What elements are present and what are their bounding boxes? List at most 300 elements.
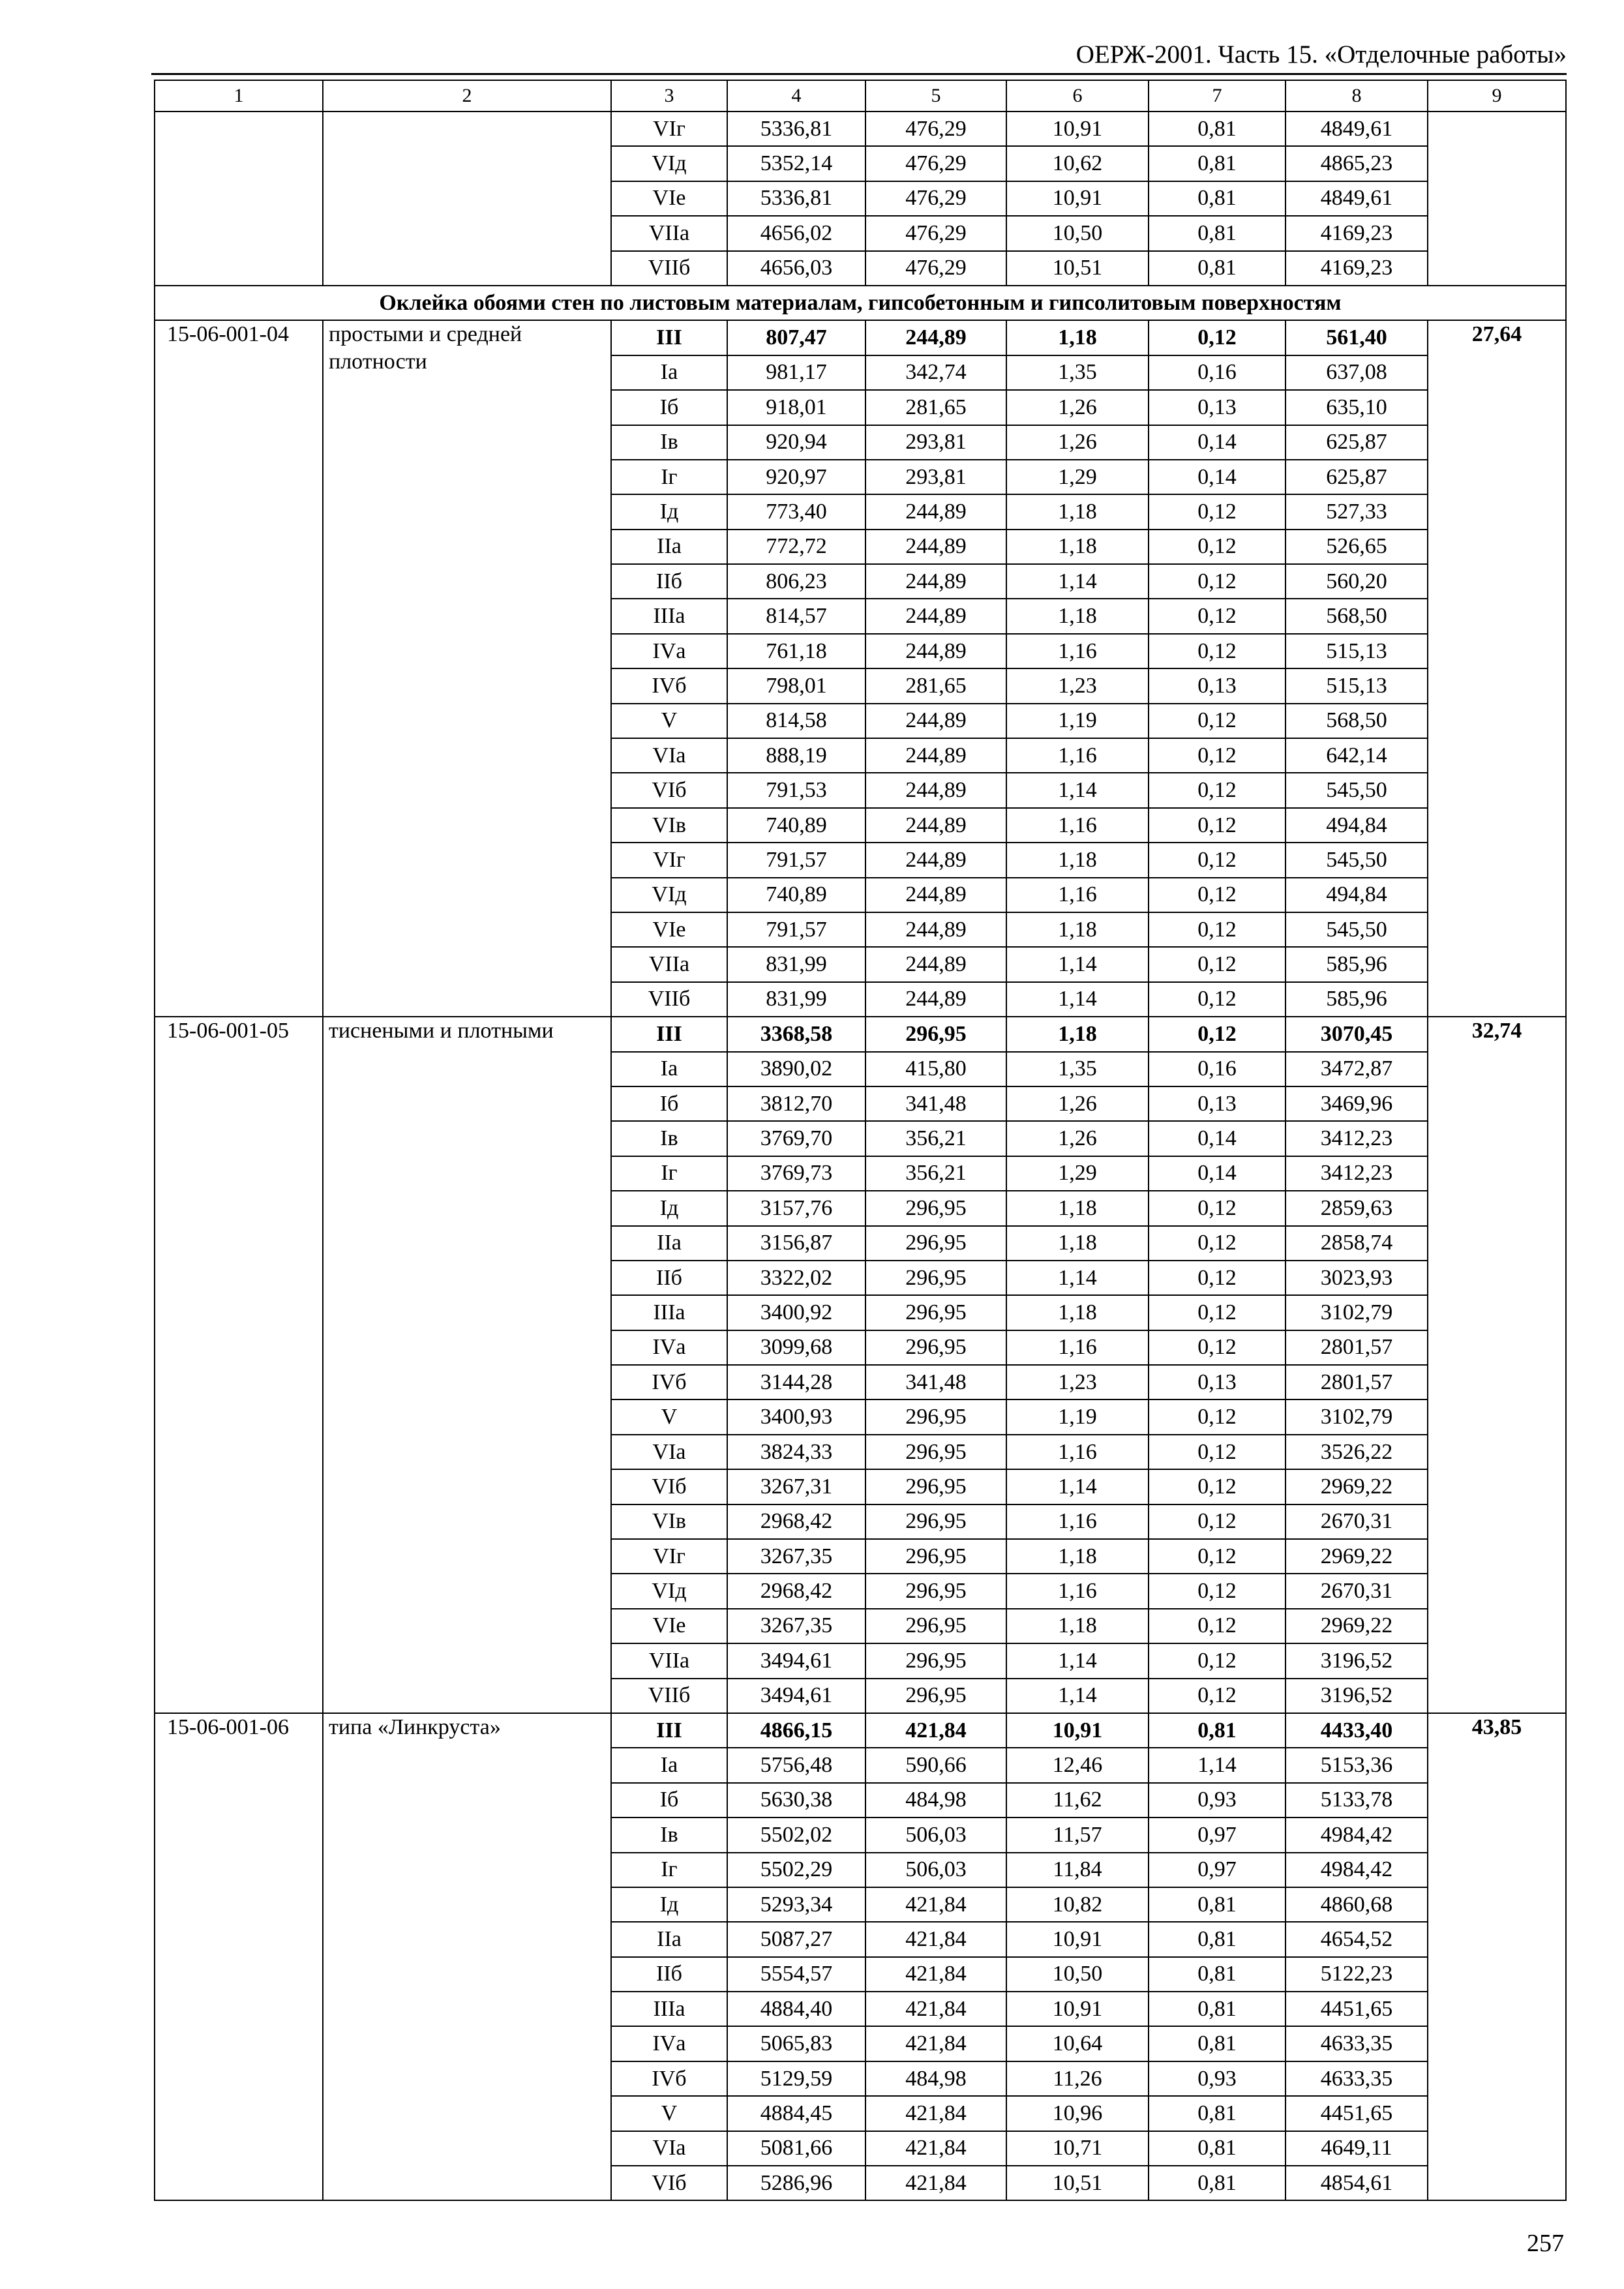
page-number: 257: [1527, 2230, 1564, 2257]
value-cell: VIг: [611, 843, 727, 877]
value-cell: 5129,59: [727, 2061, 865, 2096]
value-cell: 3196,52: [1286, 1679, 1428, 1713]
value-cell: 0,13: [1149, 668, 1286, 703]
value-cell: 0,12: [1149, 1539, 1286, 1574]
value-cell: 1,14: [1006, 773, 1149, 807]
column-number-row: [155, 80, 1566, 112]
value-cell: 4860,68: [1286, 1887, 1428, 1922]
value-cell: 0,12: [1149, 982, 1286, 1017]
value-cell: IVа: [611, 1330, 727, 1365]
value-cell: 342,74: [865, 355, 1006, 390]
value-cell: 4654,52: [1286, 1922, 1428, 1956]
value-cell: 1,16: [1006, 1330, 1149, 1365]
value-cell: 625,87: [1286, 425, 1428, 460]
value-cell: VIе: [611, 912, 727, 947]
value-cell: 244,89: [865, 843, 1006, 877]
value-cell: VIIа: [611, 947, 727, 981]
value-cell: 0,81: [1149, 216, 1286, 250]
value-cell: 5630,38: [727, 1783, 865, 1818]
value-cell: 637,08: [1286, 355, 1428, 390]
value-cell: 244,89: [865, 564, 1006, 599]
value-cell: 484,98: [865, 1783, 1006, 1818]
value-cell: 4884,40: [727, 1992, 865, 2026]
value-cell: IIIа: [611, 599, 727, 633]
value-cell: Iб: [611, 390, 727, 425]
value-cell: III: [611, 1017, 727, 1051]
value-cell: 527,33: [1286, 494, 1428, 529]
value-cell: 1,18: [1006, 1226, 1149, 1261]
value-cell: 4451,65: [1286, 1992, 1428, 2026]
value-cell: 1,18: [1006, 530, 1149, 564]
value-cell: 561,40: [1286, 320, 1428, 355]
value-cell: 476,29: [865, 112, 1006, 146]
value-cell: 421,84: [865, 1992, 1006, 2026]
value-cell: 0,81: [1149, 2131, 1286, 2166]
value-cell: 4633,35: [1286, 2061, 1428, 2096]
rates-table: [154, 80, 1567, 2201]
value-cell: 476,29: [865, 181, 1006, 216]
value-cell: VIб: [611, 2166, 727, 2200]
value-cell: 1,26: [1006, 1121, 1149, 1156]
value-cell: 5286,96: [727, 2166, 865, 2200]
value-cell: 12,46: [1006, 1748, 1149, 1782]
value-cell: 560,20: [1286, 564, 1428, 599]
value-cell: 5087,27: [727, 1922, 865, 1956]
value-cell: IIIа: [611, 1992, 727, 2026]
value-cell: 1,14: [1006, 1679, 1149, 1713]
document-header: ОЕРЖ-2001. Часть 15. «Отделочные работы»: [1075, 40, 1567, 68]
value-cell: 773,40: [727, 494, 865, 529]
value-cell: 0,12: [1149, 878, 1286, 912]
value-cell: 3890,02: [727, 1052, 865, 1086]
value-cell: 10,91: [1006, 181, 1149, 216]
value-cell: 1,16: [1006, 1574, 1149, 1608]
value-cell: 625,87: [1286, 460, 1428, 494]
value-cell: 1,18: [1006, 1609, 1149, 1643]
value-cell: 4866,15: [727, 1713, 865, 1748]
value-cell: 296,95: [865, 1191, 1006, 1225]
value-cell: 4884,45: [727, 2096, 865, 2131]
value-cell: 244,89: [865, 530, 1006, 564]
value-cell: 4865,23: [1286, 146, 1428, 181]
value-cell: 635,10: [1286, 390, 1428, 425]
value-cell: 2670,31: [1286, 1504, 1428, 1539]
value-cell: 5502,02: [727, 1818, 865, 1852]
value-cell: 421,84: [865, 1922, 1006, 1956]
rate-description: типа «Линкруста»: [323, 1713, 611, 2200]
header-rule: [151, 73, 1567, 75]
value-cell: VIд: [611, 146, 727, 181]
table-row: [155, 1713, 1566, 1748]
value-cell: 10,64: [1006, 2026, 1149, 2061]
value-cell: 3472,87: [1286, 1052, 1428, 1086]
value-cell: Iа: [611, 355, 727, 390]
value-cell: 3368,58: [727, 1017, 865, 1051]
value-cell: 3494,61: [727, 1679, 865, 1713]
value-cell: 3494,61: [727, 1643, 865, 1678]
value-cell: 1,18: [1006, 320, 1149, 355]
labor-cost-cell: 32,74: [1428, 1017, 1566, 1713]
value-cell: 0,12: [1149, 1609, 1286, 1643]
value-cell: 5153,36: [1286, 1748, 1428, 1782]
value-cell: 1,23: [1006, 668, 1149, 703]
value-cell: Iв: [611, 1818, 727, 1852]
value-cell: 3769,70: [727, 1121, 865, 1156]
value-cell: 1,14: [1006, 947, 1149, 981]
value-cell: 0,12: [1149, 634, 1286, 668]
value-cell: 4984,42: [1286, 1818, 1428, 1852]
value-cell: 1,19: [1006, 704, 1149, 738]
value-cell: 296,95: [865, 1295, 1006, 1330]
value-cell: 0,12: [1149, 1017, 1286, 1051]
value-cell: 1,16: [1006, 808, 1149, 843]
value-cell: 798,01: [727, 668, 865, 703]
value-cell: 1,19: [1006, 1399, 1149, 1434]
value-cell: 0,97: [1149, 1818, 1286, 1852]
value-cell: 244,89: [865, 878, 1006, 912]
value-cell: 10,71: [1006, 2131, 1149, 2166]
value-cell: 3469,96: [1286, 1086, 1428, 1121]
value-cell: 10,91: [1006, 1713, 1149, 1748]
value-cell: 3322,02: [727, 1261, 865, 1295]
labor-cost-cell: 43,85: [1428, 1713, 1566, 2200]
value-cell: 296,95: [865, 1539, 1006, 1574]
rate-description: тиснеными и плотными: [323, 1017, 611, 1713]
value-cell: VIе: [611, 1609, 727, 1643]
name-cell: [323, 112, 611, 286]
value-cell: 10,82: [1006, 1887, 1149, 1922]
value-cell: 761,18: [727, 634, 865, 668]
value-cell: 10,91: [1006, 1992, 1149, 2026]
value-cell: 10,51: [1006, 251, 1149, 286]
value-cell: 585,96: [1286, 947, 1428, 981]
value-cell: VIд: [611, 1574, 727, 1608]
value-cell: 356,21: [865, 1156, 1006, 1191]
value-cell: 0,81: [1149, 2166, 1286, 2200]
value-cell: 10,51: [1006, 2166, 1149, 2200]
value-cell: VIIа: [611, 216, 727, 250]
column-number-cell: 2: [323, 80, 611, 112]
value-cell: IIб: [611, 564, 727, 599]
value-cell: 642,14: [1286, 738, 1428, 773]
value-cell: VIг: [611, 1539, 727, 1574]
value-cell: 5336,81: [727, 112, 865, 146]
value-cell: IVа: [611, 2026, 727, 2061]
value-cell: 0,12: [1149, 1399, 1286, 1434]
value-cell: 10,91: [1006, 1922, 1149, 1956]
rate-description: простыми и средней плотности: [323, 320, 611, 1017]
value-cell: 1,16: [1006, 634, 1149, 668]
value-cell: 0,81: [1149, 2026, 1286, 2061]
value-cell: 10,50: [1006, 1957, 1149, 1992]
value-cell: 2670,31: [1286, 1574, 1428, 1608]
value-cell: 1,14: [1149, 1748, 1286, 1782]
value-cell: 0,81: [1149, 1922, 1286, 1956]
value-cell: 1,35: [1006, 1052, 1149, 1086]
value-cell: 244,89: [865, 704, 1006, 738]
value-cell: 3769,73: [727, 1156, 865, 1191]
table-row: [155, 1017, 1566, 1051]
value-cell: 0,81: [1149, 181, 1286, 216]
value-cell: IIа: [611, 530, 727, 564]
value-cell: 545,50: [1286, 912, 1428, 947]
value-cell: VIг: [611, 112, 727, 146]
value-cell: 1,16: [1006, 738, 1149, 773]
value-cell: 4649,11: [1286, 2131, 1428, 2166]
value-cell: 4656,02: [727, 216, 865, 250]
value-cell: 4849,61: [1286, 181, 1428, 216]
value-cell: 791,57: [727, 912, 865, 947]
value-cell: 0,12: [1149, 1469, 1286, 1504]
value-cell: 515,13: [1286, 634, 1428, 668]
value-cell: 0,81: [1149, 146, 1286, 181]
value-cell: 3412,23: [1286, 1156, 1428, 1191]
value-cell: IVб: [611, 1365, 727, 1399]
value-cell: 0,14: [1149, 425, 1286, 460]
value-cell: VIIа: [611, 1643, 727, 1678]
value-cell: 4169,23: [1286, 251, 1428, 286]
value-cell: 0,12: [1149, 1330, 1286, 1365]
value-cell: 244,89: [865, 599, 1006, 633]
value-cell: 0,12: [1149, 843, 1286, 877]
value-cell: VIе: [611, 181, 727, 216]
value-cell: 11,57: [1006, 1818, 1149, 1852]
value-cell: 0,13: [1149, 1365, 1286, 1399]
value-cell: 11,84: [1006, 1853, 1149, 1887]
value-cell: 421,84: [865, 2131, 1006, 2166]
value-cell: 421,84: [865, 2096, 1006, 2131]
value-cell: 296,95: [865, 1574, 1006, 1608]
value-cell: 1,18: [1006, 1295, 1149, 1330]
value-cell: VIд: [611, 878, 727, 912]
value-cell: VIа: [611, 738, 727, 773]
value-cell: 11,26: [1006, 2061, 1149, 2096]
value-cell: 244,89: [865, 982, 1006, 1017]
value-cell: 0,12: [1149, 1295, 1286, 1330]
value-cell: IIа: [611, 1226, 727, 1261]
col9-cell: [1428, 112, 1566, 286]
value-cell: 494,84: [1286, 878, 1428, 912]
value-cell: 3526,22: [1286, 1435, 1428, 1469]
value-cell: 244,89: [865, 634, 1006, 668]
value-cell: 10,91: [1006, 112, 1149, 146]
value-cell: 293,81: [865, 460, 1006, 494]
value-cell: 0,12: [1149, 564, 1286, 599]
column-number-cell: 6: [1006, 80, 1149, 112]
value-cell: 0,12: [1149, 1191, 1286, 1225]
value-cell: 415,80: [865, 1052, 1006, 1086]
value-cell: Iв: [611, 1121, 727, 1156]
value-cell: 1,14: [1006, 1643, 1149, 1678]
value-cell: 296,95: [865, 1469, 1006, 1504]
value-cell: 3102,79: [1286, 1295, 1428, 1330]
value-cell: 4849,61: [1286, 112, 1428, 146]
column-number-cell: 3: [611, 80, 727, 112]
value-cell: 2968,42: [727, 1574, 865, 1608]
value-cell: 3099,68: [727, 1330, 865, 1365]
value-cell: Iд: [611, 1191, 727, 1225]
section-title: Оклейка обоями стен по листовым материалам, гипсобетонным и гипсолитовым поверхностям: [155, 286, 1566, 320]
value-cell: 296,95: [865, 1330, 1006, 1365]
labor-cost-cell: 27,64: [1428, 320, 1566, 1017]
value-cell: 0,12: [1149, 1643, 1286, 1678]
value-cell: 244,89: [865, 912, 1006, 947]
value-cell: Iд: [611, 1887, 727, 1922]
value-cell: 1,14: [1006, 564, 1149, 599]
value-cell: 296,95: [865, 1399, 1006, 1434]
table-row: [155, 112, 1566, 146]
value-cell: 296,95: [865, 1435, 1006, 1469]
value-cell: 3812,70: [727, 1086, 865, 1121]
value-cell: 515,13: [1286, 668, 1428, 703]
value-cell: 814,57: [727, 599, 865, 633]
value-cell: 4656,03: [727, 251, 865, 286]
value-cell: 0,12: [1149, 599, 1286, 633]
value-cell: 0,12: [1149, 320, 1286, 355]
value-cell: 920,94: [727, 425, 865, 460]
value-cell: 0,81: [1149, 251, 1286, 286]
value-cell: 1,18: [1006, 912, 1149, 947]
value-cell: 2969,22: [1286, 1539, 1428, 1574]
value-cell: 918,01: [727, 390, 865, 425]
value-cell: 791,53: [727, 773, 865, 807]
value-cell: 1,29: [1006, 1156, 1149, 1191]
value-cell: 3157,76: [727, 1191, 865, 1225]
value-cell: 244,89: [865, 738, 1006, 773]
value-cell: 476,29: [865, 216, 1006, 250]
value-cell: 545,50: [1286, 843, 1428, 877]
value-cell: IIIа: [611, 1295, 727, 1330]
value-cell: 1,29: [1006, 460, 1149, 494]
value-cell: 1,18: [1006, 1017, 1149, 1051]
value-cell: 5293,34: [727, 1887, 865, 1922]
value-cell: Iг: [611, 1853, 727, 1887]
value-cell: IIб: [611, 1957, 727, 1992]
value-cell: VIб: [611, 773, 727, 807]
value-cell: 1,18: [1006, 843, 1149, 877]
value-cell: 831,99: [727, 982, 865, 1017]
value-cell: 1,35: [1006, 355, 1149, 390]
value-cell: 244,89: [865, 773, 1006, 807]
value-cell: 4984,42: [1286, 1853, 1428, 1887]
value-cell: 356,21: [865, 1121, 1006, 1156]
value-cell: 585,96: [1286, 982, 1428, 1017]
value-cell: 0,12: [1149, 1226, 1286, 1261]
value-cell: 0,81: [1149, 1992, 1286, 2026]
value-cell: 0,81: [1149, 2096, 1286, 2131]
value-cell: 281,65: [865, 390, 1006, 425]
value-cell: 0,81: [1149, 1713, 1286, 1748]
value-cell: 244,89: [865, 494, 1006, 529]
value-cell: 296,95: [865, 1226, 1006, 1261]
value-cell: 341,48: [865, 1365, 1006, 1399]
value-cell: V: [611, 704, 727, 738]
value-cell: III: [611, 320, 727, 355]
value-cell: 293,81: [865, 425, 1006, 460]
value-cell: 296,95: [865, 1504, 1006, 1539]
value-cell: 545,50: [1286, 773, 1428, 807]
value-cell: 4433,40: [1286, 1713, 1428, 1748]
value-cell: Iд: [611, 494, 727, 529]
value-cell: 2969,22: [1286, 1609, 1428, 1643]
value-cell: 0,12: [1149, 1679, 1286, 1713]
value-cell: 3400,93: [727, 1399, 865, 1434]
value-cell: 5336,81: [727, 181, 865, 216]
value-cell: Iв: [611, 425, 727, 460]
value-cell: 0,93: [1149, 1783, 1286, 1818]
value-cell: 807,47: [727, 320, 865, 355]
value-cell: 476,29: [865, 146, 1006, 181]
value-cell: 0,12: [1149, 773, 1286, 807]
value-cell: 4633,35: [1286, 2026, 1428, 2061]
value-cell: VIб: [611, 1469, 727, 1504]
value-cell: Iб: [611, 1783, 727, 1818]
value-cell: 0,12: [1149, 947, 1286, 981]
value-cell: 296,95: [865, 1261, 1006, 1295]
column-number-cell: 9: [1428, 80, 1566, 112]
value-cell: 0,93: [1149, 2061, 1286, 2096]
value-cell: 421,84: [865, 2026, 1006, 2061]
value-cell: 296,95: [865, 1609, 1006, 1643]
value-cell: 0,12: [1149, 1574, 1286, 1608]
value-cell: VIIб: [611, 251, 727, 286]
value-cell: 1,16: [1006, 1435, 1149, 1469]
value-cell: 806,23: [727, 564, 865, 599]
value-cell: 0,14: [1149, 460, 1286, 494]
value-cell: 0,81: [1149, 1957, 1286, 1992]
value-cell: 506,03: [865, 1818, 1006, 1852]
value-cell: 244,89: [865, 320, 1006, 355]
value-cell: 421,84: [865, 1713, 1006, 1748]
value-cell: 981,17: [727, 355, 865, 390]
value-cell: III: [611, 1713, 727, 1748]
value-cell: 0,12: [1149, 1435, 1286, 1469]
value-cell: 4854,61: [1286, 2166, 1428, 2200]
value-cell: VIв: [611, 1504, 727, 1539]
value-cell: 0,14: [1149, 1156, 1286, 1191]
value-cell: 1,26: [1006, 1086, 1149, 1121]
value-cell: 3267,35: [727, 1609, 865, 1643]
value-cell: 0,16: [1149, 355, 1286, 390]
value-cell: 296,95: [865, 1643, 1006, 1678]
value-cell: 772,72: [727, 530, 865, 564]
value-cell: 0,97: [1149, 1853, 1286, 1887]
value-cell: 814,58: [727, 704, 865, 738]
value-cell: 888,19: [727, 738, 865, 773]
value-cell: 3267,35: [727, 1539, 865, 1574]
value-cell: 0,12: [1149, 738, 1286, 773]
value-cell: Iг: [611, 460, 727, 494]
value-cell: 3400,92: [727, 1295, 865, 1330]
rate-code: 15-06-001-05: [155, 1017, 323, 1713]
value-cell: IIа: [611, 1922, 727, 1956]
value-cell: 1,14: [1006, 982, 1149, 1017]
value-cell: 1,18: [1006, 1539, 1149, 1574]
value-cell: IVб: [611, 2061, 727, 2096]
value-cell: 0,81: [1149, 112, 1286, 146]
value-cell: 5756,48: [727, 1748, 865, 1782]
value-cell: 0,12: [1149, 912, 1286, 947]
value-cell: 10,50: [1006, 216, 1149, 250]
value-cell: 2969,22: [1286, 1469, 1428, 1504]
column-number-cell: 8: [1286, 80, 1428, 112]
value-cell: 1,14: [1006, 1261, 1149, 1295]
value-cell: 3070,45: [1286, 1017, 1428, 1051]
value-cell: 281,65: [865, 668, 1006, 703]
value-cell: 5502,29: [727, 1853, 865, 1887]
value-cell: 920,97: [727, 460, 865, 494]
rate-code: 15-06-001-06: [155, 1713, 323, 2200]
